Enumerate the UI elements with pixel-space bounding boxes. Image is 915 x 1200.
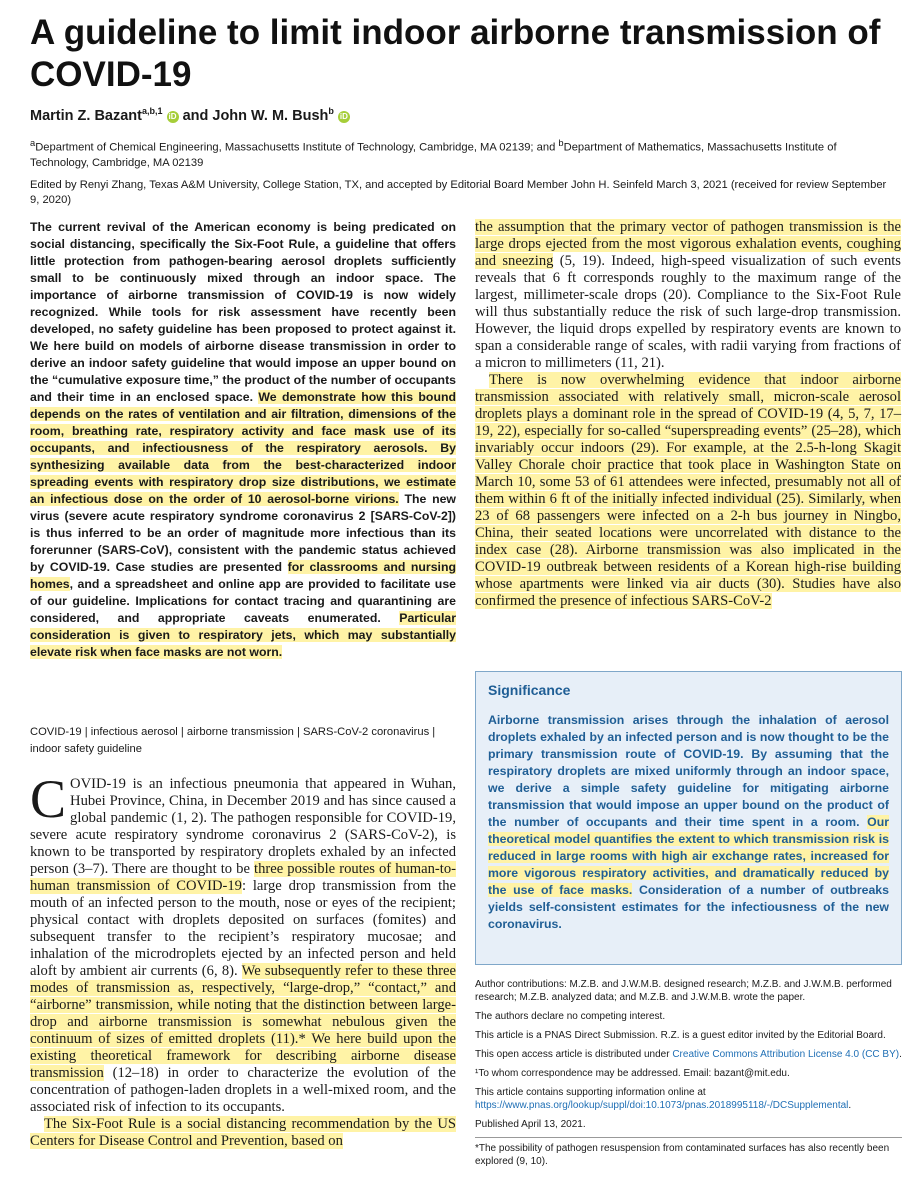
abstract-text: , and a spreadsheet and online app are provided to facilitate use of our guideline. Implications for contact tracing and quarantining are considered, and appropriate caveats enumerated.: [30, 577, 456, 625]
published-date: Published April 13, 2021.: [475, 1119, 586, 1130]
abstract-highlight: for classrooms and nursing homes: [30, 560, 456, 591]
body-paragraph: [475, 219, 901, 372]
body-paragraph: [475, 372, 901, 610]
abstract-highlight: Particular consideration is given to respiratory jets, which may substantially elevate risk when face masks are not worn.: [30, 611, 456, 659]
body-left-column: [30, 769, 456, 1150]
drop-cap: C: [30, 769, 67, 829]
author-bush-affil: b: [328, 106, 334, 116]
author-bush[interactable]: John W. M. Bush: [212, 107, 329, 124]
author-bazant-affil: a,b,1: [141, 106, 163, 116]
body-text: : large drop transmission from the mouth of an infected person to the mouth, nose or eyes of the recipient; physical contact with droplets deposited on surfaces (fomites) and subsequent transfer to the recipient’s respiratory mucosae; and inhalation of the microdroplets ejected by an infected person and held aloft by ambient air currents (6, 8).: [30, 878, 456, 979]
author-contributions: Author contributions: M.Z.B. and J.W.M.B. designed research; M.Z.B. and J.W.M.B. performed research; M.Z.B. analyzed data; and M.Z.B. and J.W.M.B. wrote the paper.: [475, 979, 892, 1003]
significance-body: Airborne transmission arises through the inhalation of aerosol droplets exhaled by an infected person and is now thought to be the primary transmission route of COVID-19. By assuming that the respiratory droplets are mixed uniformly through an indoor space, we derive a simple safety guideline for mitigating airborne transmission that would impose an upper bound on the product of the number of occupants and their time spent in a room.: [488, 713, 889, 829]
body-text: (5, 19). Indeed, high-speed visualization of such events reveals that 6 ft corresponds roughly to the maximum range of the largest, millimeter-scale drops (20). Compliance to the Six-Foot Rule will thus substantially reduce the risk of such large-drop transmission. However, the liquid drops expelled by respiratory events are known to span a considerable range of scales, with radii varying from fractions of a micron to millimeters (11, 21).: [475, 253, 901, 371]
edited-by: Edited by Renyi Zhang, Texas A&M University, College Station, TX, and accepted by Editorial Board Member John H. Seinfeld March 3, 2021 (received for review September 9, 2020): [30, 179, 887, 206]
affil-a-text: Department of Chemical Engineering, Massachusetts Institute of Technology, Cambridge, MA 02139; and: [35, 141, 556, 154]
affiliations: [30, 136, 890, 171]
intro-paragraph: [30, 769, 456, 1116]
license-link[interactable]: Creative Commons Attribution License 4.0 (CC BY): [672, 1049, 900, 1060]
author-line: [30, 106, 350, 124]
abstract: [30, 219, 456, 661]
body-text: (12–18) in order to characterize the evolution of the concentration of pathogen-laden droplets in a well-mixed room, and the associated risk of infection to its occupants.: [30, 1065, 456, 1115]
affil-b-label: b: [558, 138, 564, 148]
body-highlight: The Six-Foot Rule is a social distancing recommendation by the US Centers for Disease Control and Prevention, based on: [30, 1116, 456, 1149]
abstract-text: The new virus (severe acute respiratory syndrome coronavirus 2 [SARS-CoV-2]) is thus inferred to be an order of magnitude more infectious than its forerunner (SARS-CoV), consistent with the pandemic status achieved by COVID-19. Case studies are presented: [30, 492, 456, 574]
footnote: *The possibility of pathogen resuspension from contaminated surfaces has also recently been explored (9, 10).: [475, 1137, 902, 1168]
body-highlight: three possible routes of human-to-human transmission of COVID-19: [30, 861, 456, 894]
license-end: .: [899, 1049, 902, 1060]
submission-note: This article is a PNAS Direct Submission. R.Z. is a guest editor invited by the Editorial Board.: [475, 1030, 886, 1041]
orcid-icon[interactable]: iD: [339, 111, 348, 121]
affil-a-label: a: [30, 138, 36, 148]
body-highlight: We subsequently refer to these three modes of transmission as, respectively, “large-drop,” “contact,” and “airborne” transmission, while noting that the distinction between large-drop and airborne transmission is somewhat nebulous given the continuum of sizes of emitted droplets (11).* We here build upon the existing theoretical framework for describing airborne disease transmission: [30, 963, 456, 1081]
significance-box: [475, 671, 902, 965]
correspondence-note: ¹To whom correspondence may be addressed. Email: bazant@mit.edu.: [475, 1068, 790, 1079]
license-text: This open access article is distributed under: [475, 1049, 670, 1060]
orcid-icon[interactable]: iD: [168, 111, 177, 121]
significance-title: Significance: [488, 682, 571, 698]
supporting-text: This article contains supporting information online at: [475, 1087, 706, 1098]
body-highlight: the assumption that the primary vector of pathogen transmission is the large drops ejected from the most vigorous exhalation events, coughing and sneezing: [475, 219, 901, 269]
six-foot-paragraph: [30, 1116, 456, 1150]
body-text: OVID-19 is an infectious pneumonia that appeared in Wuhan, Hubei Province, China, in December 2019 and has since caused a global pandemic (1, 2). The pathogen responsible for COVID-19, severe acute respiratory syndrome coronavirus 2 (SARS-CoV-2), is known to be transported by respiratory droplets exhaled by an infected person (3–7). There are thought to be: [30, 776, 456, 877]
keywords: COVID-19 | infectious aerosol | airborne transmission | SARS-CoV-2 coronavirus | indoor safety guideline: [30, 726, 436, 755]
affil-b-text: Department of Mathematics, Massachusetts Institute of Technology, Cambridge, MA 02139: [30, 141, 837, 169]
author-bazant[interactable]: Martin Z. Bazant: [30, 107, 142, 124]
competing-interest: The authors declare no competing interest.: [475, 1011, 666, 1022]
license-note: [475, 1048, 902, 1061]
article-title: A guideline to limit indoor airborne transmission of COVID-19: [30, 13, 881, 94]
significance-text: [488, 712, 889, 933]
author-and: and: [182, 107, 209, 124]
supporting-info-link[interactable]: https://www.pnas.org/lookup/suppl/doi:10.1073/pnas.2018995118/-/DCSupplemental: [475, 1100, 849, 1111]
supporting-info-note: [475, 1086, 902, 1112]
significance-body: Consideration of a number of outbreaks yields self-consistent estimates for the infectiousness of the new coronavirus.: [488, 883, 889, 931]
article-notes: [475, 978, 902, 1174]
body-right-column: [475, 219, 901, 610]
significance-highlight: Our theoretical model quantifies the extent to which transmission risk is reduced in large rooms with high air exchange rates, increased for more vigorous respiratory activities, and dramatically reduced by the use of face masks.: [488, 815, 889, 897]
body-highlight: There is now overwhelming evidence that indoor airborne transmission associated with relatively small, micron-scale aerosol droplets plays a dominant role in the spread of COVID-19 (4, 5, 7, 17–19, 22), especially for so-called “superspreading events” (25–28), which invariably occur indoors (29). For example, at the 2.5-h-long Skagit Valley Chorale choir practice that took place in Washington State on March 10, some 53 of 61 attendees were infected, presumably not all of them within 6 ft of the initially infected individual (25). Similarly, when 23 of 68 passengers were infected on a 2-h bus journey in Ningbo, China, their seated locations were uncorrelated with distance to the index case (28). Airborne transmission was also implicated in the COVID-19 outbreak between residents of a Korean high-rise building whose apartments were linked via air ducts (30). Studies have also confirmed the presence of infectious SARS-CoV-2: [475, 372, 901, 609]
abstract-highlight: We demonstrate how this bound depends on the rates of ventilation and air filtration, dimensions of the room, breathing rate, respiratory activity and face mask use of its occupants, and infectiousness of the respiratory aerosols. By synthesizing available data from the best-characterized indoor spreading events with respiratory drop size distributions, we estimate an infectious dose on the order of 10 aerosol-borne virions.: [30, 390, 456, 506]
supporting-end: .: [848, 1100, 852, 1111]
abstract-text: The current revival of the American economy is being predicated on social distancing, specifically the Six-Foot Rule, a guideline that offers little protection from pathogen-bearing aerosol droplets sufficiently small to be continuously mixed through an indoor space. The importance of airborne transmission of COVID-19 is now widely recognized. While tools for risk assessment have recently been developed, no safety guideline has been proposed to protect against it. We here build on models of airborne disease transmission in order to derive an indoor safety guideline that would impose an upper bound on the “cumulative exposure time,” the product of the number of occupants and their time in an enclosed space.: [30, 220, 456, 404]
